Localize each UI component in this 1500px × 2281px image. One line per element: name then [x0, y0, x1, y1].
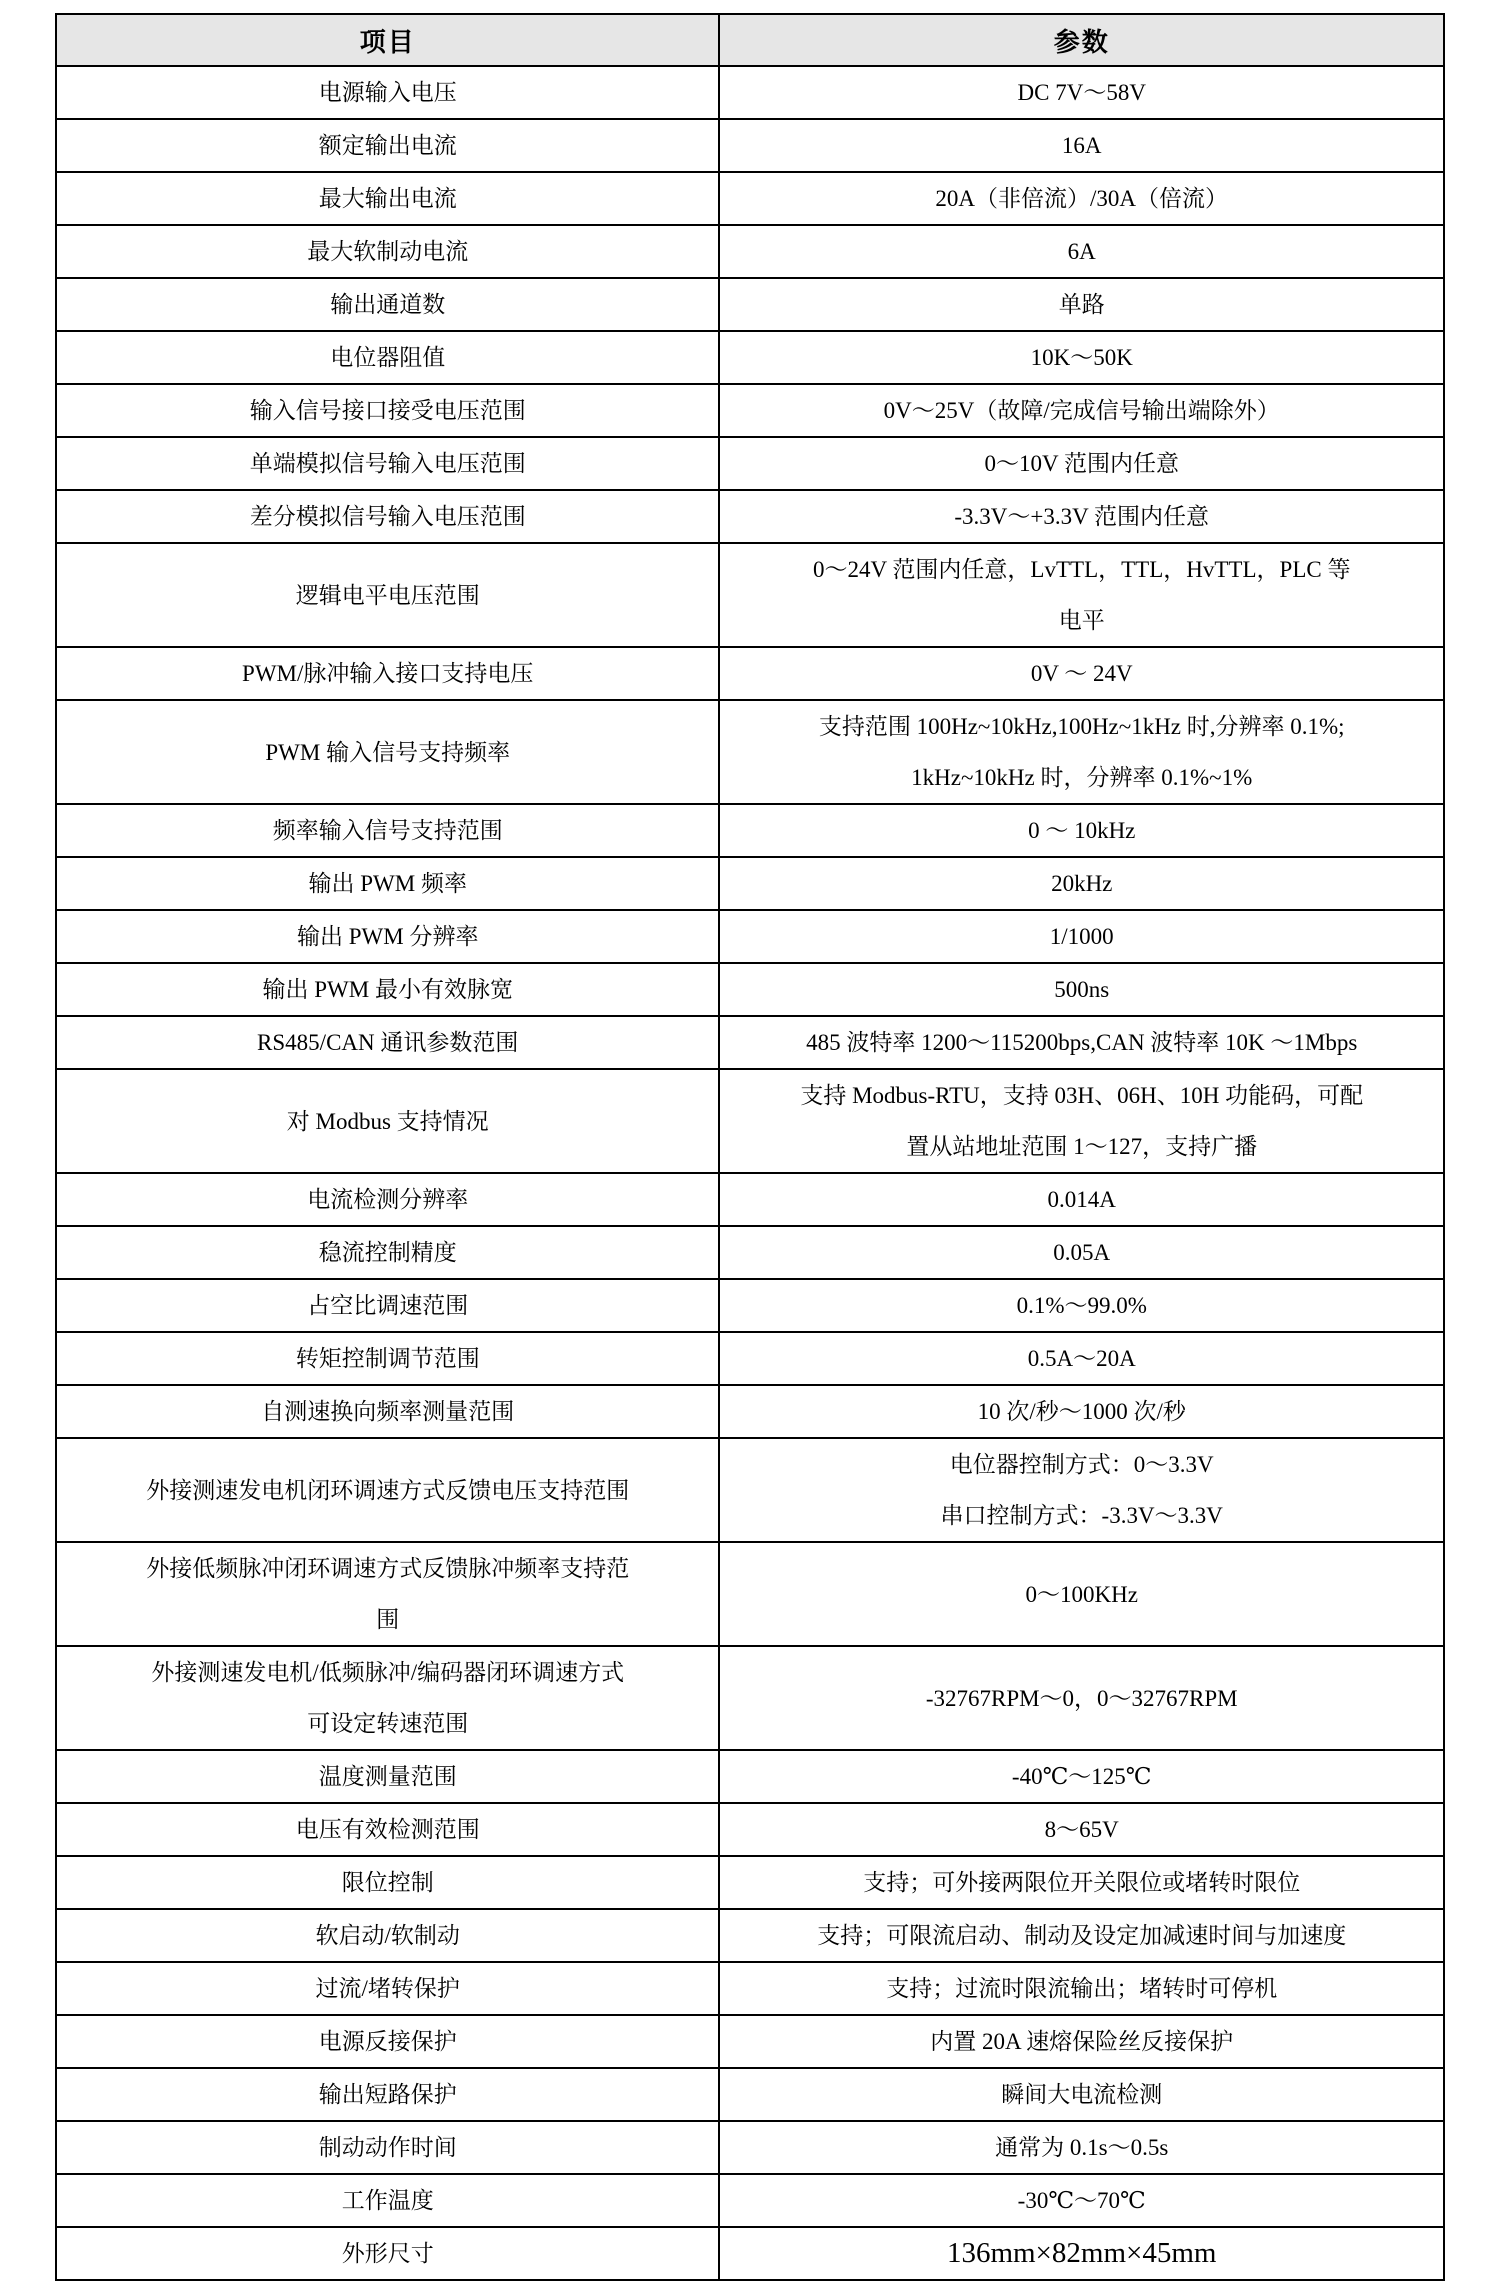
- param-cell: [719, 1438, 1444, 1542]
- cell-line: -30℃～70℃: [1017, 2188, 1146, 2213]
- cell-line: 支持；可外接两限位开关限位或堵转时限位: [863, 1870, 1301, 1895]
- param-cell: [719, 1279, 1444, 1332]
- item-cell: [56, 1542, 719, 1646]
- table-row: [56, 2227, 1444, 2280]
- cell-line: 输出 PWM 最小有效脉宽: [262, 977, 513, 1002]
- param-cell: [719, 66, 1444, 119]
- cell-line: 输入信号接口接受电压范围: [249, 398, 526, 423]
- item-cell: [56, 1332, 719, 1385]
- cell-line: 最大软制动电流: [307, 239, 469, 264]
- param-cell: [719, 1542, 1444, 1646]
- table-row: [56, 1016, 1444, 1069]
- cell-line: 支持；过流时限流输出；堵转时可停机: [886, 1976, 1278, 2001]
- param-cell: [719, 1226, 1444, 1279]
- table-row: [56, 1069, 1444, 1173]
- table-row: [56, 700, 1444, 804]
- table-row: [56, 804, 1444, 857]
- cell-line: 16A: [1061, 133, 1102, 158]
- param-cell: [719, 647, 1444, 700]
- item-cell: [56, 1385, 719, 1438]
- item-cell: [56, 2015, 719, 2068]
- table-row: [56, 225, 1444, 278]
- param-cell: [719, 1909, 1444, 1962]
- cell-line: 占空比调速范围: [307, 1293, 469, 1318]
- item-cell: [56, 1069, 719, 1173]
- item-cell: [56, 2068, 719, 2121]
- cell-line: 外接测速发电机/低频脉冲/编码器闭环调速方式: [151, 1660, 625, 1685]
- cell-line: 温度测量范围: [318, 1764, 457, 1789]
- cell-line: 20A（非倍流）/30A（倍流）: [935, 186, 1229, 211]
- cell-line: 外接测速发电机闭环调速方式反馈电压支持范围: [146, 1477, 630, 1503]
- cell-line: 485 波特率 1200～115200bps,CAN 波特率 10K ～1Mbps: [806, 1030, 1358, 1055]
- cell-line: 电源输入电压: [318, 80, 457, 105]
- item-cell: [56, 1016, 719, 1069]
- cell-line: 8～65V: [1044, 1817, 1119, 1842]
- cell-line: 置从站地址范围 1～127，支持广播: [906, 1134, 1258, 1159]
- cell-line: 最大输出电流: [318, 186, 457, 211]
- param-cell: [719, 490, 1444, 543]
- item-cell: [56, 331, 719, 384]
- cell-line: PWM 输入信号支持频率: [265, 739, 511, 765]
- item-cell: [56, 437, 719, 490]
- table-row: [56, 910, 1444, 963]
- table-row: [56, 1438, 1444, 1542]
- cell-line: 支持；可限流启动、制动及设定加减速时间与加速度: [817, 1923, 1347, 1948]
- param-cell: [719, 172, 1444, 225]
- cell-line: 10 次/秒～1000 次/秒: [977, 1399, 1186, 1424]
- param-cell: [719, 384, 1444, 437]
- table-body: [56, 66, 1444, 2280]
- item-cell: [56, 857, 719, 910]
- cell-line: 20kHz: [1051, 871, 1113, 896]
- param-cell: [719, 2015, 1444, 2068]
- item-cell: [56, 1438, 719, 1542]
- cell-line: 逻辑电平电压范围: [295, 582, 480, 608]
- table-row: [56, 2015, 1444, 2068]
- item-cell: [56, 119, 719, 172]
- cell-line: 0V ～ 24V: [1030, 661, 1133, 686]
- table-row: [56, 857, 1444, 910]
- item-cell: [56, 1646, 719, 1750]
- cell-line: 电压有效检测范围: [295, 1817, 480, 1842]
- table-row: [56, 119, 1444, 172]
- cell-line: 通常为 0.1s～0.5s: [995, 2135, 1169, 2160]
- header-cell-param: 参数: [719, 14, 1444, 66]
- cell-line: 10K～50K: [1030, 345, 1133, 370]
- cell-line: 输出 PWM 分辨率: [297, 924, 479, 949]
- cell-line: 工作温度: [341, 2188, 434, 2213]
- item-cell: [56, 1803, 719, 1856]
- cell-line: 差分模拟信号输入电压范围: [249, 504, 526, 529]
- table-row: [56, 66, 1444, 119]
- item-cell: [56, 1962, 719, 2015]
- cell-line: 电平: [1058, 608, 1105, 633]
- cell-line: 输出通道数: [330, 292, 446, 317]
- item-cell: [56, 700, 719, 804]
- table-row: [56, 2174, 1444, 2227]
- cell-line: 6A: [1067, 239, 1096, 264]
- cell-line: 0～24V 范围内任意，LvTTL，TTL，HvTTL，PLC 等: [812, 557, 1351, 582]
- cell-line: 支持 Modbus-RTU，支持 03H、06H、10H 功能码，可配: [800, 1083, 1364, 1108]
- item-cell: [56, 1173, 719, 1226]
- table-row: [56, 1542, 1444, 1646]
- cell-line: 内置 20A 速熔保险丝反接保护: [930, 2029, 1234, 2054]
- cell-line: 输出 PWM 频率: [308, 871, 467, 896]
- item-cell: [56, 910, 719, 963]
- item-cell: [56, 963, 719, 1016]
- cell-line: 电位器阻值: [330, 345, 446, 370]
- cell-line: 可设定转速范围: [307, 1711, 469, 1736]
- param-cell: [719, 700, 1444, 804]
- cell-line: 输出短路保护: [318, 2082, 457, 2107]
- item-cell: [56, 172, 719, 225]
- item-cell: [56, 225, 719, 278]
- table-row: [56, 1962, 1444, 2015]
- cell-line: 额定输出电流: [318, 133, 457, 158]
- table-row: [56, 1226, 1444, 1279]
- param-cell: [719, 2174, 1444, 2227]
- cell-line: 电流检测分辨率: [307, 1187, 469, 1212]
- item-cell: [56, 2121, 719, 2174]
- param-cell: [719, 1173, 1444, 1226]
- cell-line: PWM/脉冲输入接口支持电压: [242, 661, 534, 686]
- item-cell: [56, 804, 719, 857]
- param-cell: [719, 1385, 1444, 1438]
- cell-line: 0 ～ 10kHz: [1028, 818, 1136, 843]
- item-cell: [56, 2174, 719, 2227]
- item-cell: [56, 647, 719, 700]
- cell-line: 0.014A: [1047, 1187, 1116, 1212]
- item-cell: [56, 1750, 719, 1803]
- cell-line: 软启动/软制动: [315, 1923, 460, 1948]
- table-row: [56, 543, 1444, 647]
- cell-line: 1/1000: [1049, 924, 1114, 949]
- cell-line: 电位器控制方式：0～3.3V: [949, 1452, 1214, 1477]
- param-cell: [719, 1069, 1444, 1173]
- item-cell: [56, 543, 719, 647]
- param-cell: [719, 1016, 1444, 1069]
- param-cell: [719, 437, 1444, 490]
- cell-line: -32767RPM～0，0～32767RPM: [925, 1685, 1238, 1711]
- param-cell: [719, 1750, 1444, 1803]
- cell-line: 频率输入信号支持范围: [272, 818, 503, 843]
- cell-line: 单路: [1058, 292, 1105, 317]
- cell-line: 围: [376, 1607, 400, 1632]
- cell-line: 0V～25V（故障/完成信号输出端除外）: [883, 398, 1280, 423]
- item-cell: [56, 2227, 719, 2280]
- table-row: [56, 1803, 1444, 1856]
- cell-line: 500ns: [1054, 977, 1110, 1002]
- table-row: [56, 2068, 1444, 2121]
- item-cell: [56, 278, 719, 331]
- cell-line: 0.1%～99.0%: [1016, 1293, 1147, 1318]
- cell-line: 0～100KHz: [1025, 1581, 1138, 1607]
- table-row: [56, 1750, 1444, 1803]
- cell-line: 外接低频脉冲闭环调速方式反馈脉冲频率支持范: [146, 1556, 630, 1581]
- cell-line: 转矩控制调节范围: [295, 1346, 480, 1371]
- cell-line: 过流/堵转保护: [315, 1976, 460, 2001]
- item-cell: [56, 66, 719, 119]
- cell-line: 瞬间大电流检测: [1001, 2082, 1163, 2107]
- item-cell: [56, 1226, 719, 1279]
- cell-line: 支持范围 100Hz~10kHz,100Hz~1kHz 时,分辨率 0.1%;: [818, 714, 1345, 739]
- table-row: [56, 2121, 1444, 2174]
- param-cell: [719, 963, 1444, 1016]
- table-row: [56, 331, 1444, 384]
- table-row: [56, 1279, 1444, 1332]
- item-cell: [56, 384, 719, 437]
- param-cell: [719, 119, 1444, 172]
- table-row: [56, 384, 1444, 437]
- param-cell: [719, 1646, 1444, 1750]
- param-cell: [719, 2121, 1444, 2174]
- cell-line: 稳流控制精度: [318, 1240, 457, 1265]
- cell-line: -3.3V～+3.3V 范围内任意: [954, 504, 1210, 529]
- table-row: [56, 490, 1444, 543]
- table-row: [56, 1173, 1444, 1226]
- cell-line: 外形尺寸: [341, 2241, 434, 2266]
- table-row: [56, 1856, 1444, 1909]
- cell-line: DC 7V～58V: [1017, 80, 1146, 105]
- cell-line: 136mm×82mm×45mm: [946, 2237, 1217, 2269]
- cell-line: 对 Modbus 支持情况: [286, 1108, 489, 1134]
- param-cell: [719, 278, 1444, 331]
- table-row: [56, 278, 1444, 331]
- cell-line: 0.5A～20A: [1027, 1346, 1136, 1371]
- cell-line: 串口控制方式：-3.3V～3.3V: [940, 1503, 1223, 1528]
- item-cell: [56, 1909, 719, 1962]
- param-cell: [719, 1332, 1444, 1385]
- table-row: [56, 1909, 1444, 1962]
- item-cell: [56, 1856, 719, 1909]
- param-cell: [719, 543, 1444, 647]
- param-cell: [719, 1803, 1444, 1856]
- cell-line: 0～10V 范围内任意: [984, 451, 1179, 476]
- table-row: [56, 437, 1444, 490]
- table-row: [56, 1385, 1444, 1438]
- param-cell: [719, 2068, 1444, 2121]
- param-cell: [719, 1962, 1444, 2015]
- cell-line: 自测速换向频率测量范围: [261, 1399, 515, 1424]
- table-row: [56, 1646, 1444, 1750]
- cell-line: 1kHz~10kHz 时，分辨率 0.1%~1%: [911, 765, 1253, 790]
- table-row: [56, 963, 1444, 1016]
- item-cell: [56, 490, 719, 543]
- param-cell: [719, 857, 1444, 910]
- cell-line: 0.05A: [1053, 1240, 1111, 1265]
- param-cell: [719, 804, 1444, 857]
- table-row: [56, 647, 1444, 700]
- param-cell: [719, 910, 1444, 963]
- param-cell: [719, 331, 1444, 384]
- table-row: [56, 1332, 1444, 1385]
- item-cell: [56, 1279, 719, 1332]
- cell-line: 单端模拟信号输入电压范围: [249, 451, 526, 476]
- header-cell-item: 项目: [56, 14, 719, 66]
- param-cell: [719, 225, 1444, 278]
- spec-table: [55, 13, 1445, 2281]
- cell-line: 电源反接保护: [318, 2029, 457, 2054]
- cell-line: RS485/CAN 通讯参数范围: [257, 1030, 519, 1055]
- param-cell: [719, 1856, 1444, 1909]
- cell-line: 制动动作时间: [318, 2135, 457, 2160]
- table-row: [56, 172, 1444, 225]
- cell-line: 限位控制: [341, 1870, 434, 1895]
- param-cell: [719, 2227, 1444, 2280]
- cell-line: -40℃～125℃: [1011, 1764, 1152, 1789]
- table-header-row: [56, 14, 1444, 66]
